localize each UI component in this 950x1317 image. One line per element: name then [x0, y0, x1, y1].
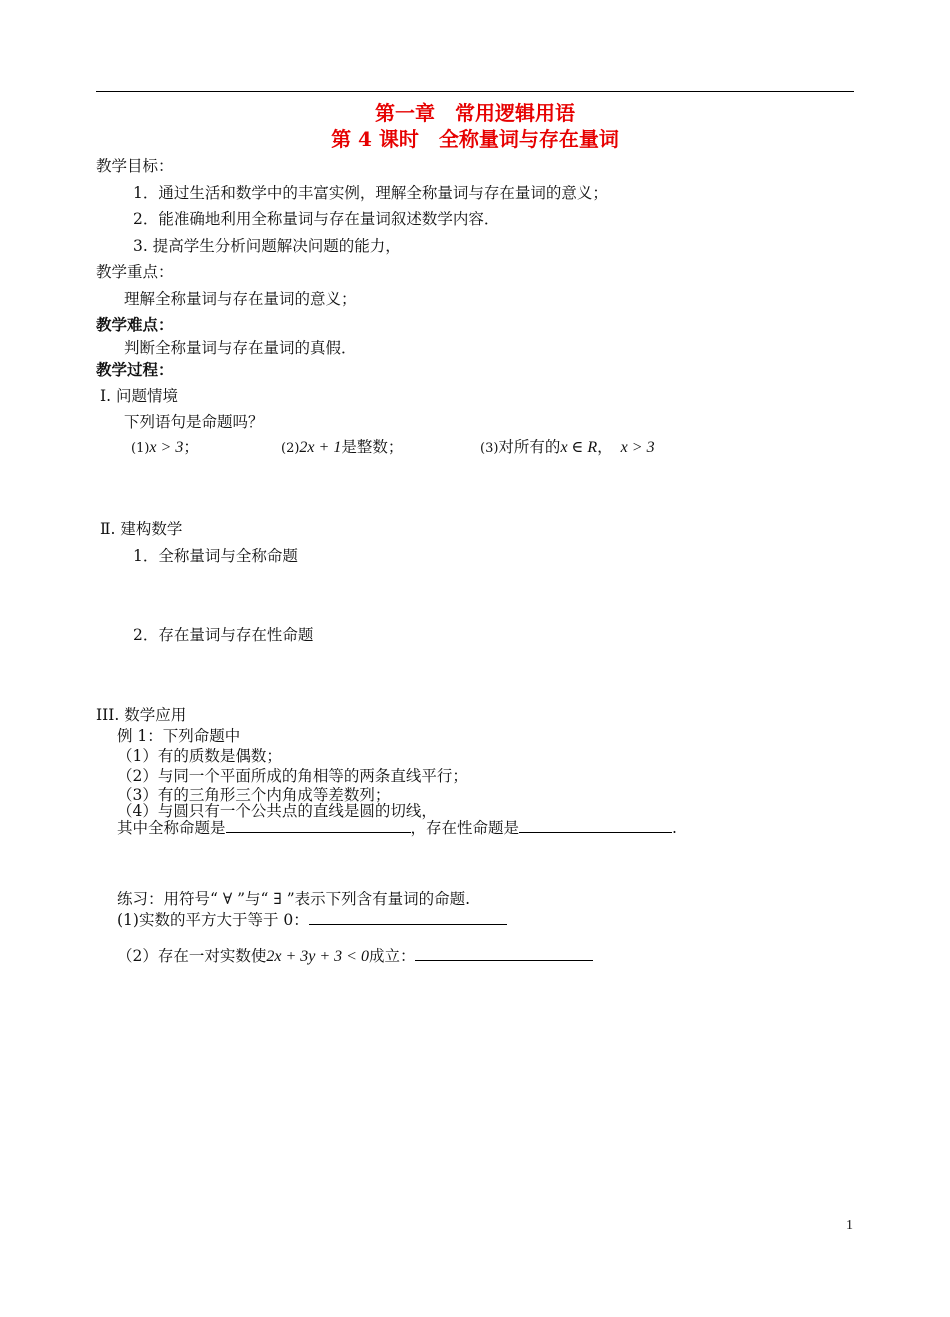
difficulty-text: 判断全称量词与存在量词的真假．: [124, 339, 357, 357]
universal-answer-blank[interactable]: [226, 818, 411, 833]
goals-heading: 教学目标：: [96, 157, 174, 175]
existential-answer-blank[interactable]: [519, 818, 672, 833]
practice-q2-math: 2x + 3y + 3 < 0: [266, 948, 369, 965]
section1-heading: Ⅰ. 问题情境: [100, 387, 178, 405]
statement-1-number: (1): [131, 441, 150, 456]
statement-3-comma: ，: [597, 438, 613, 456]
practice-question-2: [117, 946, 593, 967]
answer-end: .: [672, 819, 677, 837]
chapter-title: 第一章 常用逻辑用语: [375, 101, 575, 125]
lesson-title: 第 4 课时 全称量词与存在量词: [331, 127, 619, 151]
answer-mid: ，存在性命题是: [410, 819, 520, 837]
practice-q2-suffix: 成立：: [368, 947, 416, 965]
statement-1-math: x > 3: [149, 439, 184, 456]
answer-line: [117, 818, 677, 838]
section2-item-2: 2．存在量词与存在性命题: [133, 626, 314, 644]
statement-2-number: (2): [281, 441, 300, 456]
focus-heading: 教学重点：: [96, 263, 174, 281]
proposition-2: （2）与同一个平面所成的角相等的两条直线平行；: [117, 767, 468, 785]
answer-prefix: 其中全称命题是: [117, 819, 226, 837]
statement-3: [480, 437, 655, 459]
focus-text: 理解全称量词与存在量词的意义；: [124, 290, 357, 308]
statement-2: [281, 437, 403, 459]
difficulty-heading: 教学难点：: [96, 315, 174, 334]
statement-3-math-2: x > 3: [620, 439, 655, 456]
top-rule: [96, 91, 854, 92]
section2-heading: Ⅱ. 建构数学: [100, 520, 183, 538]
practice-q1-text: (1)实数的平方大于等于 0：: [117, 911, 309, 929]
proposition-1: （1）有的质数是偶数；: [117, 747, 282, 765]
page-number: 1: [846, 1218, 853, 1233]
proposition-3: （3）有的三角形三个内角成等差数列；: [117, 786, 391, 804]
section3-heading: III. 数学应用: [96, 706, 187, 724]
practice-intro: 练习：用符号“ ∀ ”与“ ∃ ”表示下列含有量词的命题.: [117, 890, 471, 908]
process-heading: 教学过程：: [96, 360, 174, 379]
goal-item-2: 2．能准确地利用全称量词与存在量词叙述数学内容．: [133, 210, 500, 228]
statement-3-text: 对所有的: [498, 438, 561, 456]
statement-2-tail: 是整数；: [341, 438, 404, 456]
proposition-4: （4）与圆只有一个公共点的直线是圆的切线，: [117, 802, 437, 820]
statement-1-tail: ；: [183, 438, 199, 456]
practice-q1-blank[interactable]: [309, 910, 507, 925]
practice-q2-blank[interactable]: [415, 946, 593, 961]
example-title: 例 1：下列命题中: [117, 727, 241, 745]
statement-3-math-1: x ∈ R: [560, 439, 598, 456]
practice-q2-prefix: （2）存在一对实数使: [117, 947, 267, 965]
practice-question-1: [117, 910, 507, 930]
section2-item-1: 1．全称量词与全称命题: [133, 547, 298, 565]
section1-question: 下列语句是命题吗？: [124, 413, 264, 431]
goal-item-1: 1．通过生活和数学中的丰富实例，理解全称量词与存在量词的意义；: [133, 184, 608, 202]
goal-item-3: 3. 提高学生分析问题解决问题的能力，: [133, 237, 401, 255]
statement-1: [131, 437, 199, 459]
statement-3-number: (3): [480, 441, 499, 456]
statement-2-math: 2x + 1: [299, 439, 342, 456]
